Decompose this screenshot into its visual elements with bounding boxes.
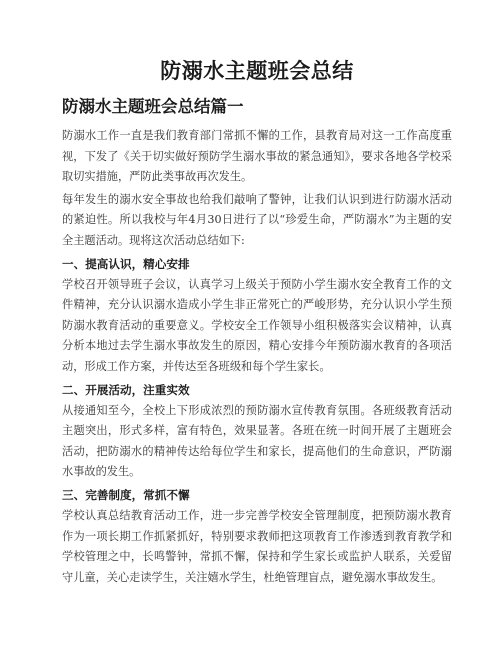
section-2-body: 从接通知至今，全校上下形成浓烈的预防溺水宣传教育氛围。各班级教育活动主题突出，形式多样，富有特色，效果显著。各班在统一时间开展了主题班会活动，把防溺水的精神传达给每位学生和家长，提高他们的生命意识，严防溺水事故的发生。: [62, 403, 452, 479]
intro-paragraph-1: 防溺水工作一直是我们教育部门常抓不懈的工作，县教育局对这一工作高度重视，下发了《关于切实做好预防学生溺水事故的紧急通知》，要求各地各学校采取切实措施，严防此类事故再次发生。: [62, 129, 452, 184]
document-title: 防溺水主题班会总结: [160, 58, 354, 83]
sub-heading-3: 三、完善制度，常抓不懈: [62, 487, 190, 502]
section-title: 防溺水主题班会总结篇一: [62, 97, 244, 116]
sub-heading-2: 二、开展活动，注重实效: [62, 382, 190, 397]
sub-heading-1: 一、提高认识，精心安排: [62, 256, 190, 271]
intro-paragraph-2: 每年发生的溺水安全事故也给我们敲响了警钟，让我们认识到进行防溺水活动的紧迫性。所以我校与年4月30日进行了以“珍爱生命，严防溺水”为主题的安全主题活动。现将这次活动总结如下:: [62, 192, 452, 247]
section-1-body: 学校召开领导班子会议，认真学习上级关于预防小学生溺水安全教育工作的文件精神，充分认识溺水造成小学生非正常死亡的严峻形势，充分认识小学生预防溺水教育活动的重要意义。学校安全工作领导小组积极落实会议精神，认真分析本地过去学生溺水事故发生的原因，精心安排今年预防溺水教育的各项活动，形成工作方案，并传达至各班级和每个学生家长。: [62, 277, 452, 373]
section-3-body: 学校认真总结教育活动工作，进一步完善学校安全管理制度，把预防溺水教育作为一项长期工作抓紧抓好，特别要求教师把这项教育工作渗透到教育教学和学校管理之中，长鸣警钟，常抓不懈，保持和学生家长或监护人联系，关爱留守儿童，关心走读学生，关注嬉水学生，杜绝管理盲点，避免溺水事故发生。: [62, 508, 452, 584]
